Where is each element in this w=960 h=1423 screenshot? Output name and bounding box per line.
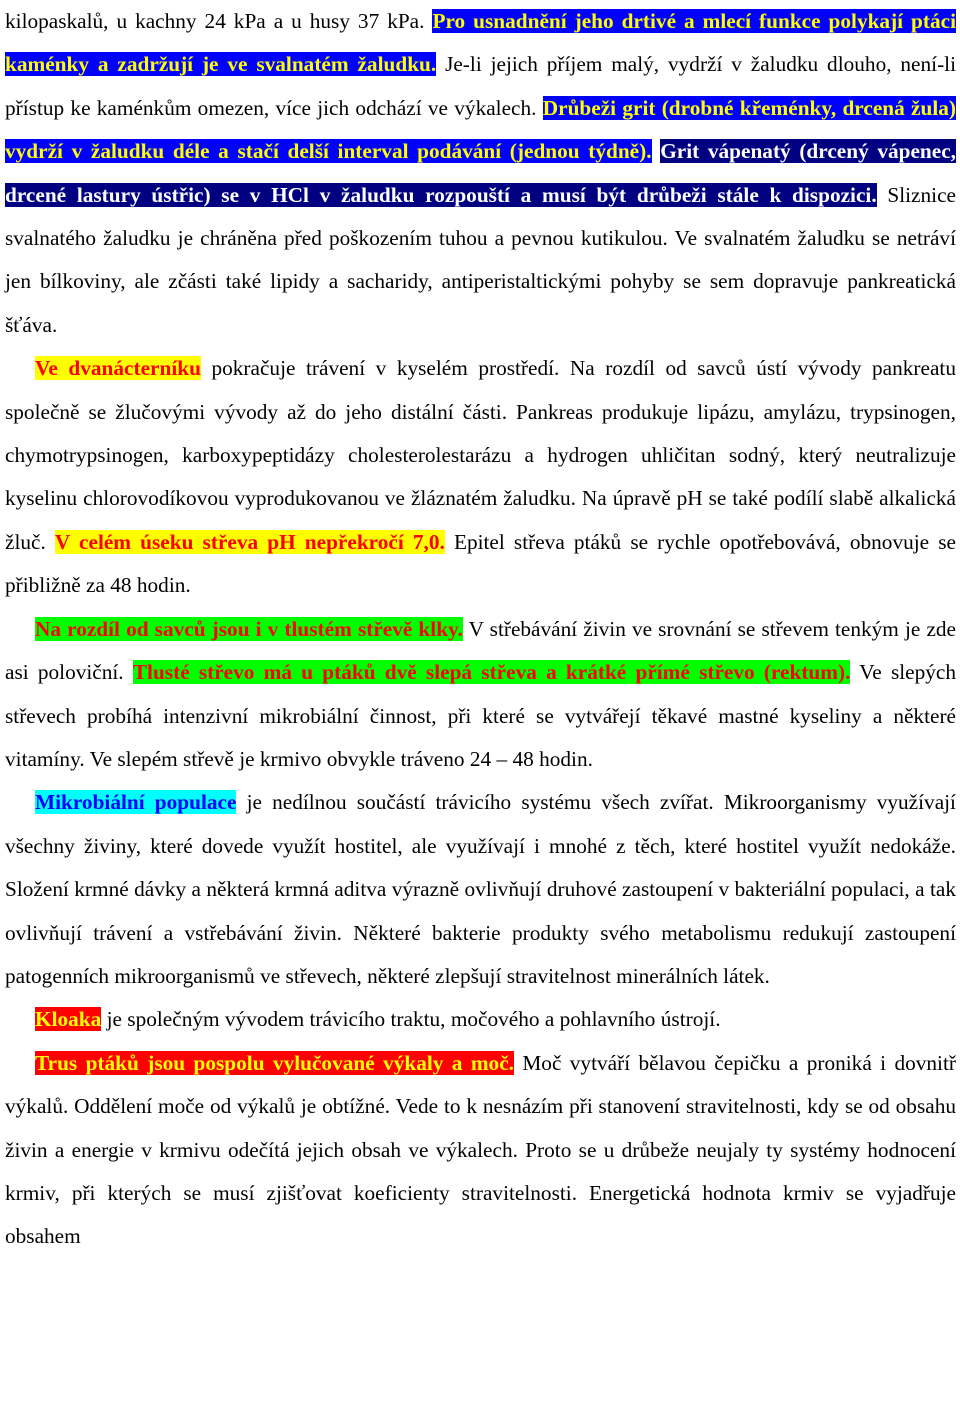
highlighted-text: Kloaka <box>35 1007 102 1032</box>
highlighted-text: Pro usnadnění jeho drtivé a mlecí funkce polykají ptáci kaménky a zadržují je ve svalnatém žaludku. <box>5 9 957 77</box>
highlighted-text: Grit vápenatý (drcený vápenec, drcené lastury ústřic) se v HCl v žaludku rozpouští a musí být drůbeži stále k dispozici. <box>5 139 957 207</box>
paragraph <box>5 608 956 782</box>
text-run: Epitel střeva ptáků se rychle opotřebovává, obnovuje se přibližně za 48 hodin. <box>5 529 956 598</box>
text-run: pokračuje trávení v kyselém prostředí. Na rozdíl od savců ústí vývody pankreatu společně se žlučovými vývody až do jeho distální části. Pankreas produkuje lipázu, amylázu, trypsinogen, chymotrypsinogen, karboxypeptidázy cholesterolestarázu a hydrogen uhličitan sodný, který neutralizuje kyselinu chlorovodíkovou vyprodukovanou ve žláznatém žaludku. Na úpravě pH se také podílí slabě alkalická žluč. <box>5 356 956 554</box>
paragraph <box>5 0 956 347</box>
highlighted-text: V celém úseku střeva pH nepřekročí 7,0. <box>54 529 445 554</box>
highlighted-text: Mikrobiální populace <box>35 790 237 815</box>
text-run: Ve slepých střevech probíhá intenzivní mikrobiální činnost, při které se vytvářejí těkavé mastné kyseliny a některé vitamíny. Ve slepém střevě je krmivo obvykle tráveno 24 – 48 hodin. <box>5 660 956 771</box>
text-run: V střebávání živin ve srovnání se střevem tenkým je zde asi poloviční. <box>5 616 956 685</box>
document-body <box>5 0 956 1259</box>
highlighted-text: Trus ptáků jsou pospolu vylučované výkaly a moč. <box>35 1050 514 1075</box>
text-run: kilopaskalů, u kachny 24 kPa a u husy 37 kPa. <box>5 9 433 33</box>
highlighted-text: Tlusté střevo má u ptáků dvě slepá střeva a krátké přímé střevo (rektum). <box>132 660 851 685</box>
paragraph <box>5 998 956 1041</box>
paragraph <box>5 781 956 998</box>
text-run: je společným vývodem trávicího traktu, močového a pohlavního ústrojí. <box>101 1007 721 1032</box>
paragraph <box>5 1042 956 1259</box>
text-run: Sliznice svalnatého žaludku je chráněna před poškozením tuhou a pevnou kutikulou. Ve svalnatém žaludku se netráví jen bílkoviny, ale zčásti také lipidy a sacharidy, antiperistaltickými pohyby se sem dopravuje pankreatická šťáva. <box>5 182 956 337</box>
text-run: Je-li jejich příjem malý, vydrží v žaludku dlouho, není-li přístup ke kaménkům omezen, více jich odchází ve výkalech. <box>5 52 956 120</box>
text-run <box>652 139 661 163</box>
highlighted-text: Drůbeži grit (drobné křeménky, drcená žula) vydrží v žaludku déle a stačí delší interval podávání (jednou týdně). <box>5 95 956 164</box>
text-run: je nedílnou součástí trávicího systému všech zvířat. Mikroorganismy využívají všechny živiny, které dovede využít hostitel, ale využívají i mnohé z těch, které hostitel využít nedokáže. Složení krmné dávky a některá krmná aditva výrazně ovlivňují druhové zastoupení v bakteriální populaci, a tak ovlivňují trávení a vstřebávání živin. Některé bakterie produkty svého metabolismu redukují zastoupení patogenních mikroorganismů ve střevech, některé zlepšují stravitelnost minerálních látek. <box>5 790 956 988</box>
highlighted-text: Ve dvanácterníku <box>35 356 201 381</box>
text-run: Moč vytváří bělavou čepičku a proniká i dovnitř výkalů. Oddělení moče od výkalů je obtížné. Vede to k nesnázím při stanovení stravitelnosti, kdy se od obsahu živin a energie v krmivu odečítá jejich obsah ve výkalech. Proto se u drůbeže neujaly ty systémy hodnocení krmiv, při kterých se musí zjišťovat koeficienty stravitelnosti. Energetická hodnota krmiv se vyjadřuje obsahem <box>5 1050 956 1249</box>
paragraph <box>5 347 956 607</box>
highlighted-text: Na rozdíl od savců jsou i v tlustém střevě klky. <box>35 616 463 641</box>
